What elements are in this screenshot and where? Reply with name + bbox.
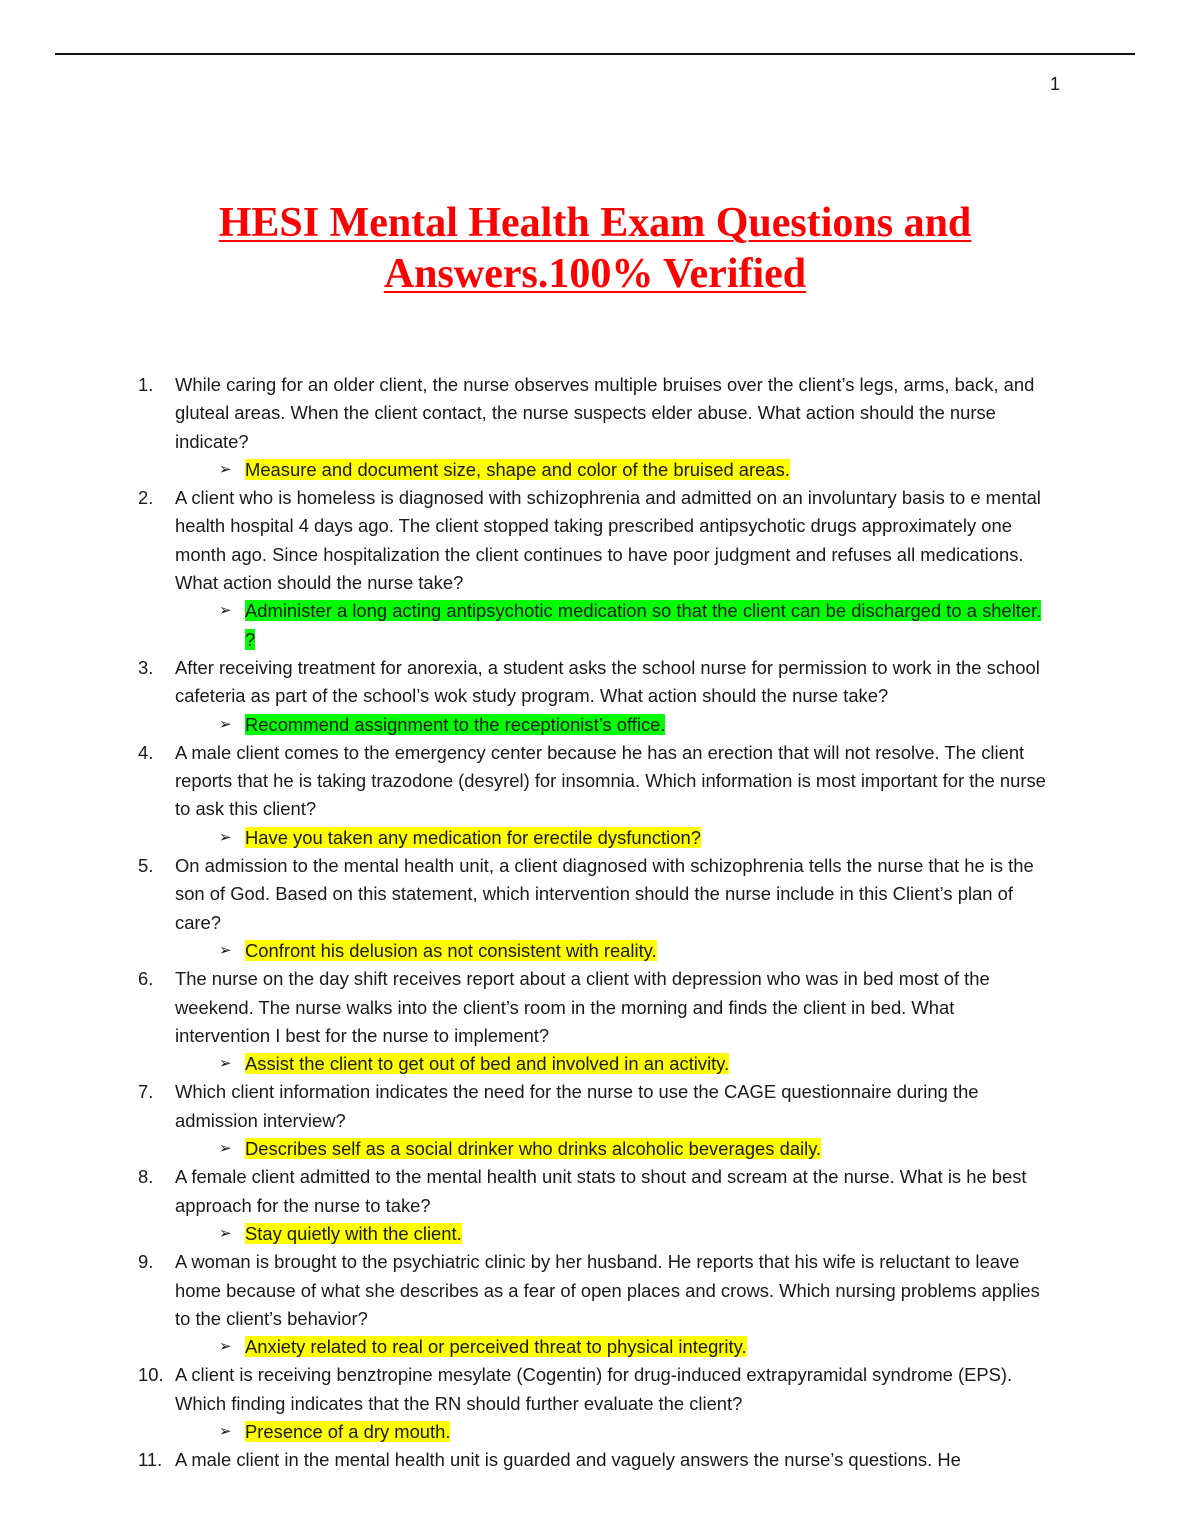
answer-text: Confront his delusion as not consistent with reality.: [245, 939, 657, 961]
question-item: [138, 654, 1048, 739]
question-text: Which client information indicates the need for the nurse to use the CAGE questionnaire during the admission interview?: [175, 1081, 979, 1131]
answer-item: [175, 1135, 1048, 1163]
document-title: [0, 198, 1190, 300]
question-item: [138, 1078, 1048, 1163]
question-item: [138, 965, 1048, 1078]
answer-text: Assist the client to get out of bed and involved in an activity.: [245, 1053, 730, 1075]
question-item: [138, 484, 1048, 654]
answer-text: Administer a long acting antipsychotic medication so that the client can be discharged to a shelter. ?: [245, 600, 1042, 650]
question-item: [138, 371, 1048, 484]
arrow-bullet-icon: ➢: [219, 1338, 232, 1356]
question-item: [138, 1163, 1048, 1248]
question-number: 9.: [138, 1251, 154, 1273]
answer-text: Measure and document size, shape and color of the bruised areas.: [245, 458, 790, 480]
answer-text: Anxiety related to real or perceived threat to physical integrity.: [245, 1336, 747, 1358]
arrow-bullet-icon: ➢: [219, 941, 232, 959]
answer-text: Describes self as a social drinker who drinks alcoholic beverages daily.: [245, 1138, 822, 1160]
question-text: A male client in the mental health unit is guarded and vaguely answers the nurse’s questions. He: [175, 1449, 961, 1471]
answer-item: [175, 1050, 1048, 1078]
title-line-1: HESI Mental Health Exam Questions and: [218, 200, 972, 246]
question-number: 11.: [138, 1449, 163, 1471]
question-item: [138, 1361, 1048, 1446]
question-number: 3.: [138, 656, 154, 678]
answer-text: Stay quietly with the client.: [245, 1222, 462, 1244]
arrow-bullet-icon: ➢: [219, 715, 232, 733]
question-number: 5.: [138, 855, 154, 877]
question-item: [138, 1446, 1048, 1474]
question-list: [138, 371, 1048, 1475]
arrow-bullet-icon: ➢: [219, 1422, 232, 1440]
arrow-bullet-icon: ➢: [219, 1055, 232, 1073]
answer-text: Have you taken any medication for erectile dysfunction?: [245, 826, 701, 848]
question-number: 6.: [138, 968, 154, 990]
arrow-bullet-icon: ➢: [219, 460, 232, 478]
question-text: A woman is brought to the psychiatric clinic by her husband. He reports that his wife is reluctant to leave home because of what she describes as a fear of open places and crows. Which nursing problems applies to the client’s behavior?: [175, 1251, 1040, 1329]
answer-item: [175, 1418, 1048, 1446]
answer-item: [175, 711, 1048, 739]
question-text: While caring for an older client, the nurse observes multiple bruises over the client’s legs, arms, back, and gluteal areas. When the client contact, the nurse suspects elder abuse. What action should the nurse indicate?: [175, 374, 1035, 452]
answer-item: [175, 597, 1048, 654]
question-number: 10.: [138, 1364, 164, 1386]
title-line-2: Answers.100% Verified: [383, 251, 807, 297]
question-text: A client who is homeless is diagnosed with schizophrenia and admitted on an involuntary basis to e mental health hospital 4 days ago. The client stopped taking prescribed antipsychotic drugs approximately one month ago. Since hospitalization the client continues to have poor judgment and refuses all medications. What action should the nurse take?: [175, 487, 1041, 594]
question-text: After receiving treatment for anorexia, a student asks the school nurse for permission to work in the school cafeteria as part of the school’s wok study program. What action should the nurse take?: [175, 656, 1040, 707]
question-number: 4.: [138, 741, 154, 763]
question-item: [138, 739, 1048, 852]
arrow-bullet-icon: ➢: [219, 602, 232, 620]
header-rule: [55, 53, 1135, 55]
question-number: 7.: [138, 1081, 154, 1103]
page-number: 1: [1049, 74, 1060, 94]
question-item: [138, 1248, 1048, 1361]
question-item: [138, 852, 1048, 965]
question-text: A client is receiving benztropine mesylate (Cogentin) for drug-induced extrapyramidal syndrome (EPS). Which finding indicates that the RN should further evaluate the client?: [175, 1364, 1013, 1414]
question-number: 1.: [138, 374, 154, 395]
arrow-bullet-icon: ➢: [219, 1224, 232, 1242]
question-text: A male client comes to the emergency center because he has an erection that will not resolve. The client reports that he is taking trazodone (desyrel) for insomnia. Which information is most important for the nurse to ask this client?: [175, 741, 1046, 820]
answer-item: [175, 1333, 1048, 1361]
arrow-bullet-icon: ➢: [219, 1140, 232, 1158]
answer-text: Presence of a dry mouth.: [245, 1420, 451, 1442]
question-number: 8.: [138, 1166, 154, 1188]
answer-item: [175, 456, 1048, 484]
arrow-bullet-icon: ➢: [219, 828, 232, 846]
question-text: On admission to the mental health unit, a client diagnosed with schizophrenia tells the nurse that he is the son of God. Based on this statement, which intervention should the nurse include in this Client’s plan of care?: [175, 855, 1034, 933]
question-text: A female client admitted to the mental health unit stats to shout and scream at the nurse. What is he best approach for the nurse to take?: [175, 1166, 1027, 1216]
answer-text: Recommend assignment to the receptionist’s office.: [245, 713, 666, 735]
answer-item: [175, 1220, 1048, 1248]
question-text: The nurse on the day shift receives report about a client with depression who was in bed most of the weekend. The nurse walks into the client’s room in the morning and finds the client in bed. What intervention I best for the nurse to implement?: [175, 968, 990, 1046]
answer-item: [175, 824, 1048, 852]
question-number: 2.: [138, 487, 154, 509]
answer-item: [175, 937, 1048, 965]
